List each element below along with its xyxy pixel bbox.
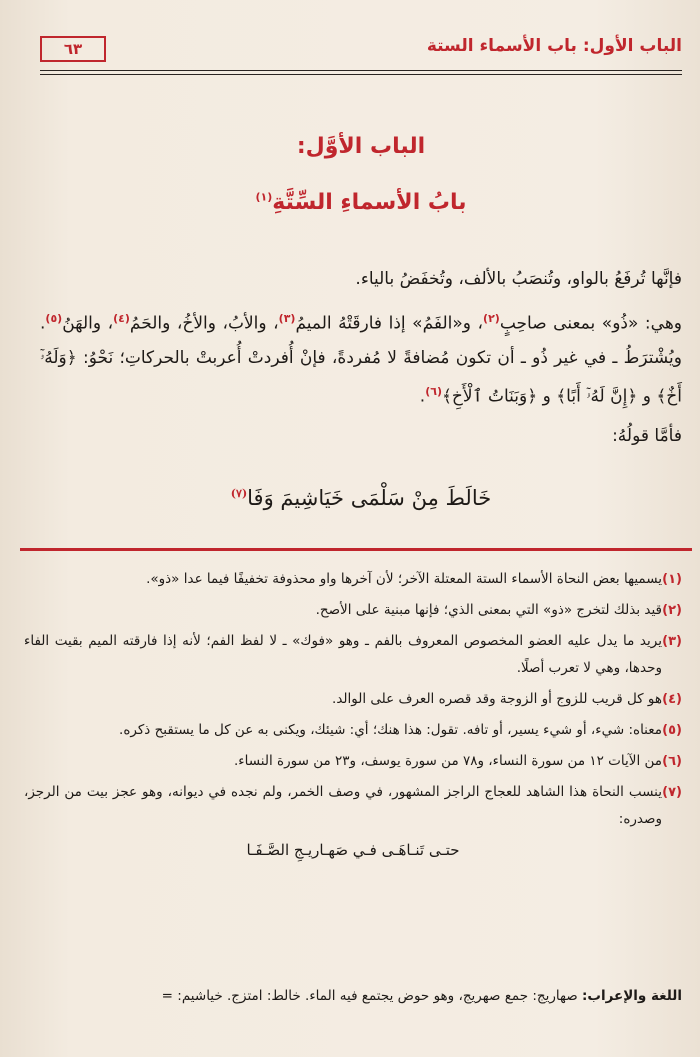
section-title-text: بابُ الأسماءِ السِّتَّةِ — [272, 190, 467, 215]
footnote — [24, 779, 682, 833]
footnote — [24, 566, 682, 593]
poetry-verse — [40, 486, 682, 510]
footnote-marker: (٤) — [113, 312, 130, 325]
chapter-title: الباب الأوَّل: — [296, 134, 426, 159]
footnote-marker: (٧) — [230, 487, 248, 500]
page-number-box — [40, 36, 106, 62]
footnote-text: قيد بذلك لتخرج «ذو» التي بمعنى الذي؛ فإنها مبنية على الأصح. — [315, 602, 662, 618]
footnote-number: (١) — [662, 572, 682, 587]
footnote-marker: (٥) — [45, 312, 63, 325]
page-header — [40, 34, 682, 68]
section-title — [40, 190, 682, 215]
paragraph-2-text: ، والهَنُ — [62, 313, 114, 334]
language-notes — [16, 984, 682, 1008]
language-notes-label: اللغة والإعراب: — [582, 988, 682, 1004]
footnote — [24, 628, 682, 682]
footnote-separator — [20, 548, 692, 551]
footnote-marker: (٣) — [278, 312, 296, 325]
header-rule — [40, 70, 682, 71]
footnote-number: (٧) — [662, 785, 682, 800]
paragraph-3: فأمَّا قولُهُ: — [612, 426, 682, 447]
footnote — [24, 686, 682, 713]
main-text — [40, 262, 682, 459]
page-number: ٦٣ — [63, 39, 83, 58]
footnote-number: (٦) — [662, 754, 682, 769]
footnote-text: ينسب النحاة هذا الشاهد للعجاج الراجز المشهور، في وصف الخمر، ولم نجده في ديوانه، وهو عجز بيت من الرجز، وصدره: — [24, 784, 662, 827]
paragraph-2-text: ، و«الفَمُ» إذا فارقَتْهُ الميمُ — [295, 313, 484, 334]
running-title: الباب الأول: باب الأسماء الستة — [426, 36, 682, 56]
footnote — [24, 717, 682, 744]
language-notes-text: صهاريج: جمع صهريج، وهو حوض يجتمع فيه الماء. خالط: امتزج. خياشيم: = — [161, 988, 582, 1004]
paragraph-2 — [40, 302, 682, 413]
footnote — [24, 597, 682, 624]
verse-text: خَالَطَ مِنْ سَلْمَى خَيَاشِيمَ وَفَا — [247, 486, 492, 510]
footnote-text: معناه: شيء، أو شيء يسير، أو تافه. تقول: هذا هنك؛ أي: شيئك، ويكنى به عن كل ما يستقبح ذكره. — [119, 722, 662, 738]
footnote-number: (٢) — [662, 603, 682, 618]
footnote-marker: (٢) — [483, 312, 500, 325]
footnote-number: (٥) — [662, 723, 682, 738]
poem-first-half: حتـى تَنـاهَـى فـي صَهـاريـجِ الصَّـفَـا — [246, 841, 460, 859]
footnotes — [24, 566, 682, 870]
header-rule-secondary — [40, 74, 682, 75]
paragraph-2-text: ، والأبُ، والأخُ، والحَمُ — [129, 313, 279, 334]
footnote-text: يسميها بعض النحاة الأسماء الستة المعتلة الآخر؛ لأن آخرها واو محذوفة تخفيفًا فيما عدا «ذو». — [146, 571, 662, 587]
paragraph-2-text: . — [419, 386, 426, 407]
paragraph-1: فإنَّها تُرفَعُ بالواو، وتُنصَبُ بالألف، وتُخفَضُ بالياء. — [355, 269, 682, 289]
footnote-marker: (٦) — [425, 384, 442, 398]
footnote-number: (٣) — [662, 634, 682, 649]
footnote-text: هو كل قريب للزوج أو الزوجة وقد قصره العرف على الوالد. — [332, 691, 662, 707]
paragraph-2-text: . ويُشْترَطُ ـ في غير ذُو ـ أن تكون مُضافةً لا مُفردةً، فإنْ أُفردتْ أُعربتْ بالحركاتِ؛ نَحْوُ: ﴿وَلَهُۥٓ أَخٌ﴾ و ﴿إِنَّ لَهُۥٓ أَبًا﴾ و ﴿وَبَنَاتُ ٱلْأَخِ﴾ — [40, 313, 682, 407]
footnote-number: (٤) — [662, 692, 682, 707]
footnote — [24, 748, 682, 775]
footnote-text: من الآيات ١٢ من سورة النساء، و٧٨ من سورة يوسف، و٢٣ من سورة النساء. — [234, 753, 662, 769]
footnote-text: يريد ما يدل عليه العضو المخصوص المعروف بالفم ـ وهو «فوك» ـ لا لفظ الفم؛ لأنه إذا فارقته الميم بقيت الفاء وحدها، وهي لا تعرب أصلًا. — [24, 633, 662, 676]
paragraph-2-text: وهي: «ذُو» بمعنى صاحِبٍ — [499, 313, 682, 334]
footnote-marker: (١) — [255, 190, 273, 204]
